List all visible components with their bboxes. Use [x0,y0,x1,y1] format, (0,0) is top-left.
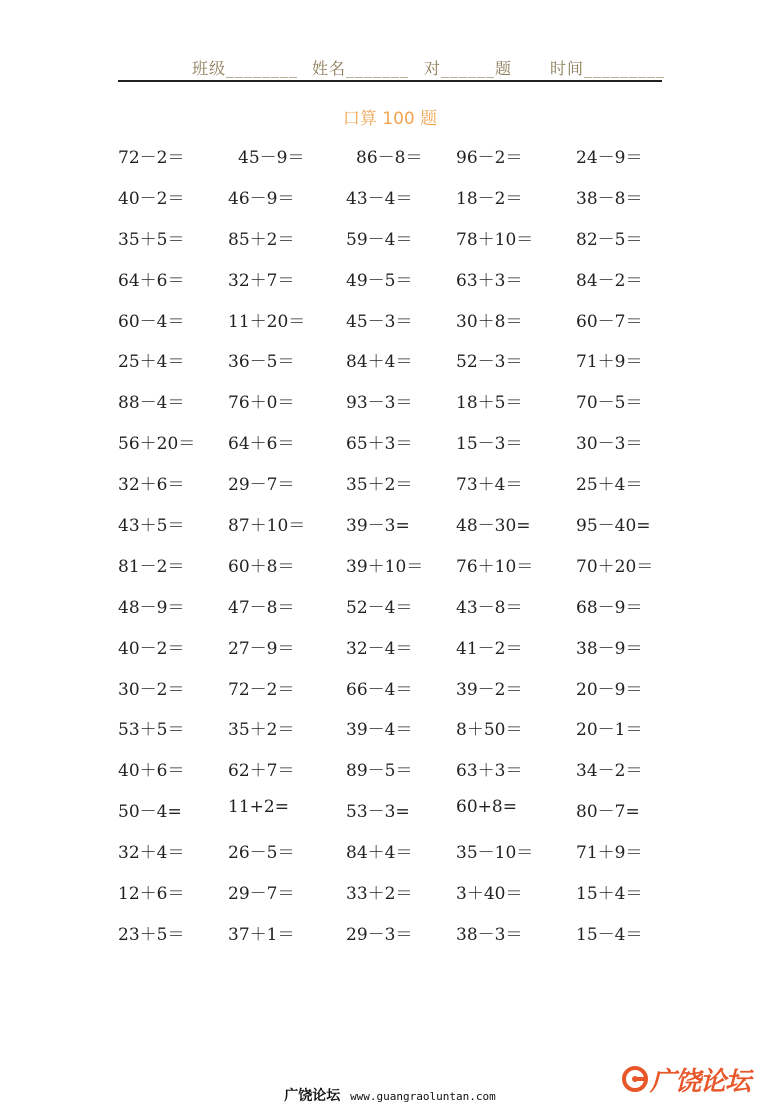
problem-row [118,675,678,716]
problem-item: 40－2＝ [118,638,185,659]
problem-grid [118,143,678,961]
name-field: 姓名_______ [312,59,410,78]
correct-count-field: 对______题 [424,59,513,78]
problem-item: 70＋20＝ [576,556,654,577]
problem-item: 53－3= [346,802,410,823]
problem-item: 46－9＝ [228,188,295,209]
problem-item: 45－3＝ [346,311,413,332]
problem-item: 30－2＝ [118,679,185,700]
problem-item: 38－9＝ [576,638,643,659]
problem-item: 64＋6＝ [228,434,295,455]
problem-item: 96－2＝ [456,148,523,168]
problem-item: 11＋20＝ [228,311,306,332]
problem-item: 93－3＝ [346,393,413,414]
class-field: 班级________ [192,59,299,78]
problem-item: 35＋5＝ [118,229,185,250]
problem-item: 66－4＝ [346,679,413,700]
problem-item: 29－7＝ [228,884,295,905]
problem-row [118,593,678,634]
problem-item: 38－8＝ [576,188,643,209]
problem-item: 30－3＝ [576,434,643,455]
problem-row [118,184,678,225]
problem-item: 81－2＝ [118,556,185,577]
problem-item: 35－10＝ [456,843,534,864]
problem-item: 39－2＝ [456,679,523,700]
problem-item: 72－2＝ [228,679,295,700]
problem-row [118,920,678,961]
problem-item: 50－4= [118,802,182,823]
problem-row [118,429,678,470]
problem-item: 37＋1＝ [228,924,295,945]
problem-item: 82－5＝ [576,229,643,250]
problem-item: 30＋8＝ [456,311,523,332]
problem-item: 63＋3＝ [456,761,523,782]
problem-item: 60－4＝ [118,311,185,332]
problem-item: 25＋4＝ [576,475,643,496]
problem-row [118,307,678,348]
problem-item: 38－3＝ [456,924,523,945]
problem-item: 60+8= [456,797,517,818]
problem-item: 36－5＝ [228,352,295,373]
footer-url[interactable]: www.guangraoluntan.com [350,1090,496,1103]
problem-item: 52－3＝ [456,352,523,373]
problem-item: 53＋5＝ [118,720,185,741]
problem-row [118,347,678,388]
problem-item: 64＋6＝ [118,270,185,291]
problem-item: 29－7＝ [228,475,295,496]
problem-item: 85＋2＝ [228,229,295,250]
problem-row [118,143,678,184]
problem-item: 63＋3＝ [456,270,523,291]
problem-item: 25＋4＝ [118,352,185,373]
problem-item: 70－5＝ [576,393,643,414]
problem-item: 24－9＝ [576,148,643,168]
problem-item: 88－4＝ [118,393,185,414]
problem-item: 18－2＝ [456,188,523,209]
problem-item: 12＋6＝ [118,884,185,905]
problem-item: 45－9＝ [238,148,305,168]
problem-item: 32＋7＝ [228,270,295,291]
problem-item: 71＋9＝ [576,352,643,373]
worksheet-header [118,56,666,82]
problem-item: 95－40= [576,516,651,537]
problem-item: 20－1＝ [576,720,643,741]
problem-item: 23＋5＝ [118,924,185,945]
problem-item: 68－9＝ [576,597,643,618]
problem-item: 40＋6＝ [118,761,185,782]
problem-item: 71＋9＝ [576,843,643,864]
problem-item: 47－8＝ [228,597,295,618]
footer [0,1085,780,1105]
problem-item: 20－9＝ [576,679,643,700]
problem-item: 49－5＝ [346,270,413,291]
problem-item: 65＋3＝ [346,434,413,455]
problem-item: 87＋10＝ [228,516,306,537]
problem-item: 15＋4＝ [576,884,643,905]
problem-item: 40－2＝ [118,188,185,209]
time-field: 时间_________ [550,59,666,78]
problem-row [118,388,678,429]
problem-item: 29－3＝ [346,924,413,945]
problem-row [118,838,678,879]
problem-item: 60－7＝ [576,311,643,332]
logo-text: 广饶论坛 [650,1066,751,1097]
problem-item: 43＋5＝ [118,516,185,537]
problem-item: 52－4＝ [346,597,413,618]
page-title: 口算 100 题 [342,109,438,129]
problem-item: 32＋6＝ [118,475,185,496]
problem-item: 18＋5＝ [456,393,523,414]
problem-item: 78＋10＝ [456,229,534,250]
problem-item: 8＋50＝ [456,720,523,741]
problem-item: 59－4＝ [346,229,413,250]
problem-item: 84＋4＝ [346,352,413,373]
problem-item: 72－2＝ [118,148,185,168]
problem-item: 33＋2＝ [346,884,413,905]
problem-row [118,470,678,511]
problem-item: 26－5＝ [228,843,295,864]
problem-row [118,266,678,307]
problem-row [118,756,678,797]
problem-item: 35＋2＝ [346,475,413,496]
problem-item: 34－2＝ [576,761,643,782]
problem-item: 3＋40＝ [456,884,523,905]
problem-item: 84＋4＝ [346,843,413,864]
problem-row [118,715,678,756]
problem-row [118,879,678,920]
problem-item: 56＋20＝ [118,434,196,455]
problem-item: 48－9＝ [118,597,185,618]
problem-item: 43－8＝ [456,597,523,618]
problem-row [118,797,678,838]
problem-item: 32－4＝ [346,638,413,659]
problem-item: 86－8＝ [356,148,423,168]
problem-item: 48－30= [456,516,531,537]
problem-item: 35＋2＝ [228,720,295,741]
problem-item: 32＋4＝ [118,843,185,864]
problem-row [118,634,678,675]
problem-item: 43－4＝ [346,188,413,209]
problem-row [118,552,678,593]
problem-item: 15－3＝ [456,434,523,455]
problem-item: 11+2= [228,797,289,818]
problem-item: 39＋10＝ [346,556,424,577]
problem-item: 39－4＝ [346,720,413,741]
problem-item: 76＋0＝ [228,393,295,414]
problem-item: 62＋7＝ [228,761,295,782]
problem-item: 76＋10＝ [456,556,534,577]
problem-item: 27－9＝ [228,638,295,659]
problem-item: 39－3= [346,516,410,537]
problem-item: 60＋8＝ [228,556,295,577]
footer-site-name: 广饶论坛 [284,1088,341,1104]
problem-item: 15－4＝ [576,924,643,945]
problem-item: 80－7= [576,802,640,823]
problem-row [118,225,678,266]
problem-row [118,511,678,552]
problem-item: 84－2＝ [576,270,643,291]
problem-item: 89－5＝ [346,761,413,782]
problem-item: 73＋4＝ [456,475,523,496]
problem-item: 41－2＝ [456,638,523,659]
